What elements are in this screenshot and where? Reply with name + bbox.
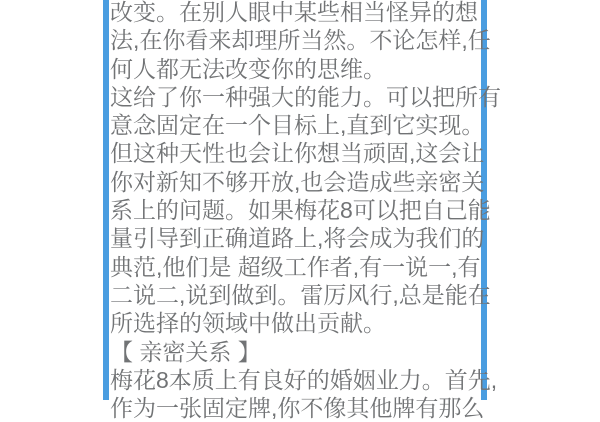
text-line: 梅花8本质上有良好的婚姻业力。首先,: [110, 366, 498, 393]
article-text-block: [110, 0, 501, 422]
text-line: 这给了你一种强大的能力。可以把所有: [110, 83, 501, 110]
text-line: 二说二,说到做到。雷厉风行,总是能在: [110, 281, 491, 308]
article-text-container: [103, 0, 501, 422]
text-line: 所选择的领域中做出贡献。: [110, 310, 386, 337]
text-line: 但这种天性也会让你想当顽固,这会让: [110, 140, 485, 167]
text-line: 改变。在别人眼中某些相当怪异的想: [110, 0, 478, 25]
text-line: 你对新知不够开放,也会造成些亲密关: [110, 168, 485, 195]
text-line: 量引导到正确道路上,将会成为我们的: [110, 225, 485, 252]
text-line: 作为一张固定牌,你不像其他牌有那么: [110, 395, 485, 422]
text-line: 何人都无法改变你的思维。: [110, 55, 386, 82]
section-heading-intimate-relations: 【 亲密关系 】: [110, 338, 261, 365]
text-line: 意念固定在一个目标上,直到它实现。: [110, 112, 485, 139]
text-line: 系上的问题。如果梅花8可以把自己能: [110, 197, 491, 224]
text-line: 典范,他们是 超级工作者,有一说一,有: [110, 253, 481, 280]
text-line: 法,在你看来却理所当然。不论怎样,任: [110, 27, 491, 54]
